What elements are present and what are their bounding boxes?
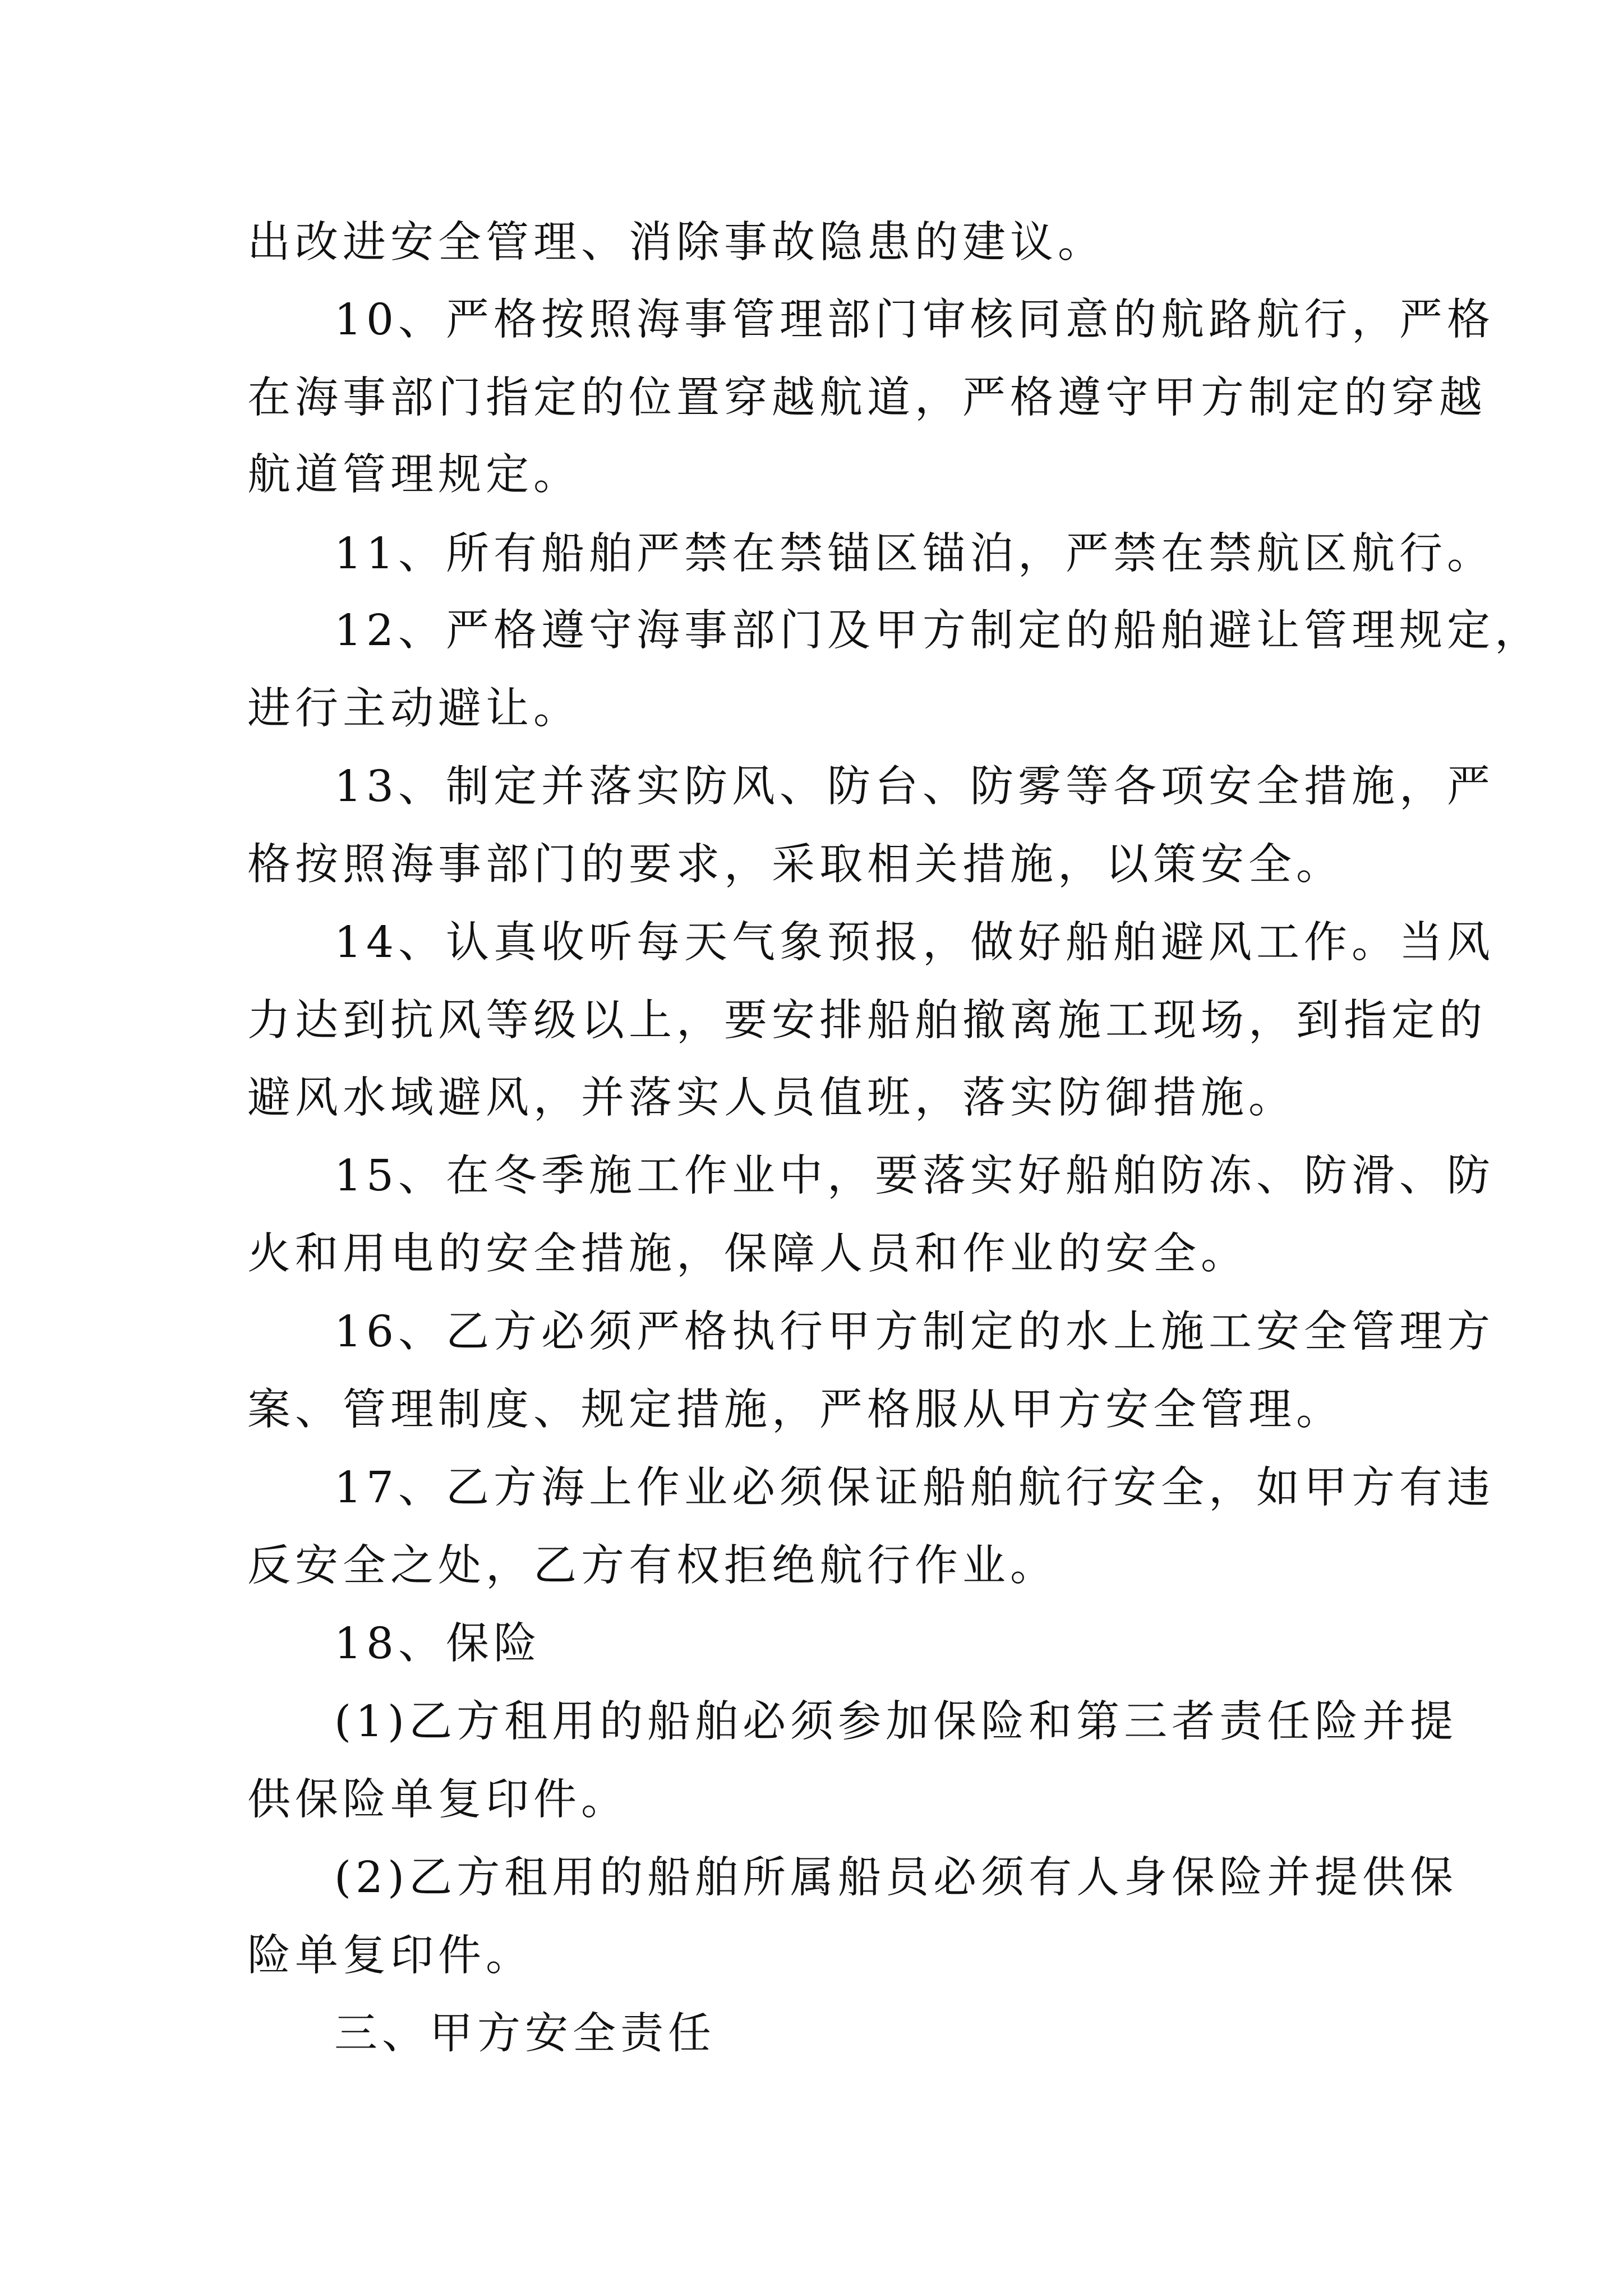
text-line-11: 力达到抗风等级以上，要安排船舶撤离施工现场，到指定的	[247, 996, 1487, 1046]
text-line-12: 避风水域避风，并落实人员值班，落实防御措施。	[247, 1073, 1296, 1123]
text-line-6: 12、严格遵守海事部门及甲方制定的船舶避让管理规定，	[334, 606, 1542, 656]
text-line-14: 火和用电的安全措施，保障人员和作业的安全。	[247, 1229, 1248, 1279]
text-line-19: 18、保险	[334, 1619, 541, 1669]
text-line-23: 险单复印件。	[247, 1931, 533, 1981]
text-line-1: 出改进安全管理、消除事故隐患的建议。	[247, 218, 1105, 268]
text-line-4: 航道管理规定。	[247, 450, 581, 500]
text-line-3: 在海事部门指定的位置穿越航道，严格遵守甲方制定的穿越	[247, 373, 1487, 423]
text-line-15: 16、乙方必须严格执行甲方制定的水上施工安全管理方	[334, 1307, 1495, 1357]
text-line-17: 17、乙方海上作业必须保证船舶航行安全，如甲方有违	[334, 1463, 1495, 1513]
text-line-22: (2)乙方租用的船舶所属船员必须有人身保险并提供保	[334, 1853, 1458, 1903]
text-line-20: (1)乙方租用的船舶必须参加保险和第三者责任险并提	[334, 1697, 1458, 1747]
text-line-9: 格按照海事部门的要求，采取相关措施，以策安全。	[247, 840, 1344, 890]
text-line-10: 14、认真收听每天气象预报，做好船舶避风工作。当风	[334, 918, 1495, 968]
text-line-24: 三、甲方安全责任	[334, 2009, 716, 2059]
text-line-8: 13、制定并落实防风、防台、防雾等各项安全措施，严	[334, 762, 1495, 812]
text-line-18: 反安全之处，乙方有权拒绝航行作业。	[247, 1541, 1058, 1591]
text-line-21: 供保险单复印件。	[247, 1775, 629, 1825]
text-line-5: 11、所有船舶严禁在禁锚区锚泊，严禁在禁航区航行。	[334, 529, 1495, 579]
text-line-13: 15、在冬季施工作业中，要落实好船舶防冻、防滑、防	[334, 1151, 1495, 1201]
text-line-7: 进行主动避让。	[247, 684, 581, 734]
text-line-2: 10、严格按照海事管理部门审核同意的航路航行，严格	[334, 295, 1495, 345]
text-line-16: 案、管理制度、规定措施，严格服从甲方安全管理。	[247, 1385, 1344, 1435]
